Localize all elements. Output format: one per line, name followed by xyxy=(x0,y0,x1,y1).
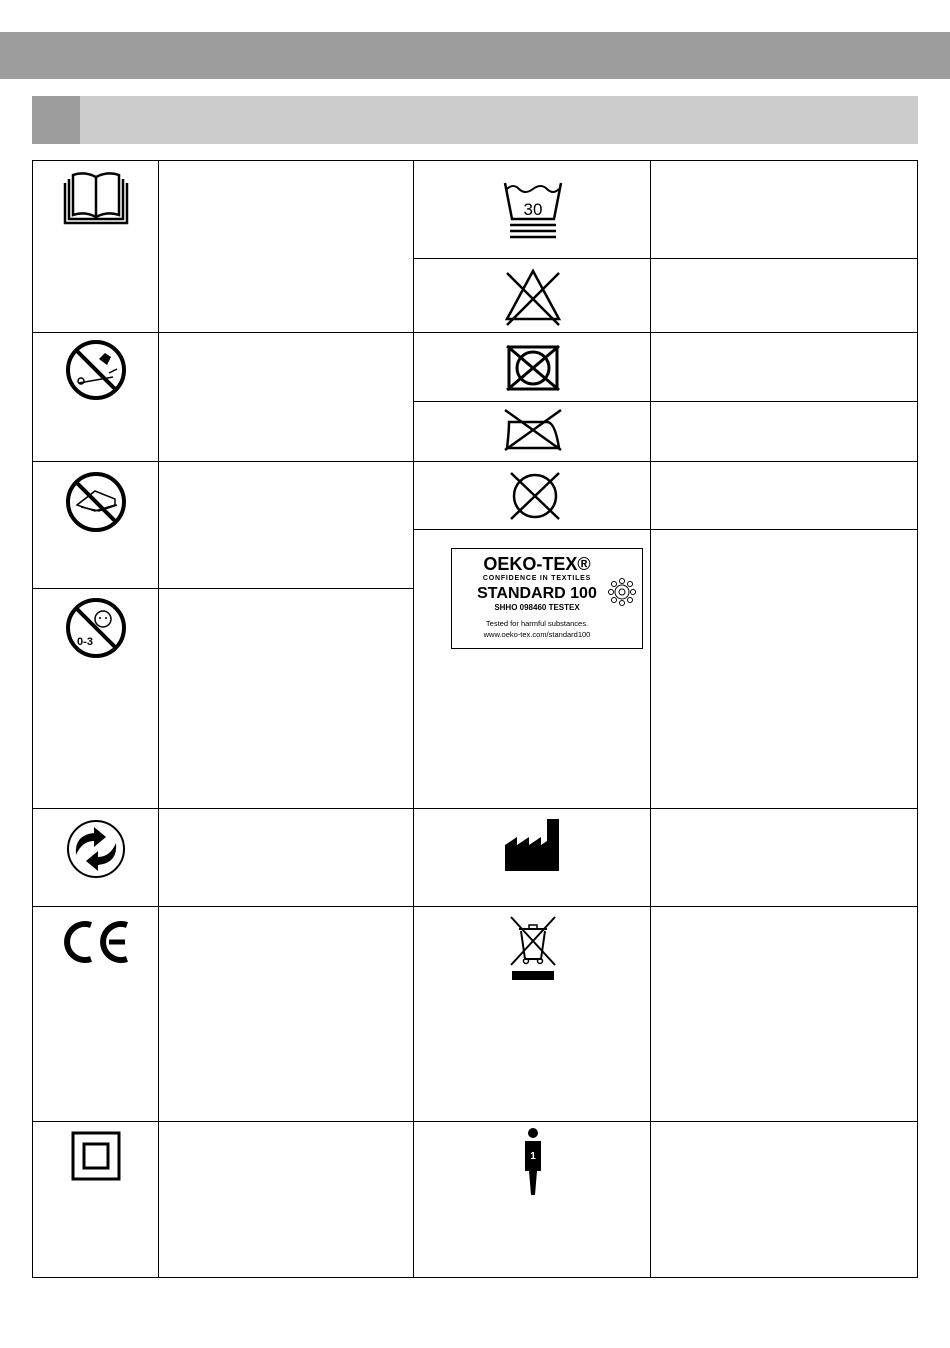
protection-class-2-icon xyxy=(71,1131,121,1181)
wash-temperature-label: 30 xyxy=(523,200,543,219)
wash-30-icon xyxy=(503,179,563,239)
grid-line xyxy=(650,161,651,1277)
grid-line xyxy=(414,529,917,530)
grid-line xyxy=(414,401,917,402)
grid-line xyxy=(158,161,159,1277)
grid-line xyxy=(414,258,917,259)
grid-line xyxy=(33,808,917,809)
oeko-tex-label xyxy=(451,548,643,649)
green-dot-icon xyxy=(66,819,126,879)
no-tumble-dry-icon xyxy=(505,344,561,392)
single-user-label: 1 xyxy=(530,1151,536,1162)
top-header-bar xyxy=(0,32,950,79)
oeko-tex-certificate: SHHO 098460 TESTEX xyxy=(494,603,580,612)
section-header-bar xyxy=(32,96,918,144)
no-folding-icon xyxy=(65,471,127,533)
oeko-tex-url: www.oeko-tex.com/standard100 xyxy=(483,630,591,639)
grid-line xyxy=(33,588,414,589)
grid-line xyxy=(33,461,917,462)
no-sharp-objects-icon xyxy=(65,339,127,401)
grid-line xyxy=(413,161,414,1277)
no-dry-clean-icon xyxy=(508,471,562,521)
oeko-tex-tested: Tested for harmful substances. xyxy=(485,619,589,628)
single-user-icon xyxy=(521,1127,545,1197)
oeko-tex-brand: OEKO-TEX® xyxy=(483,554,591,574)
section-marker xyxy=(32,96,80,144)
age-label: 0-3 xyxy=(77,636,93,648)
weee-bin-icon xyxy=(509,915,557,981)
oeko-tex-tagline: CONFIDENCE IN TEXTILES xyxy=(482,575,592,582)
grid-line xyxy=(33,332,917,333)
symbol-table xyxy=(32,160,918,1278)
no-iron-icon xyxy=(503,408,563,452)
no-bleach-icon xyxy=(503,267,563,327)
grid-line xyxy=(33,1121,917,1122)
read-manual-icon xyxy=(63,171,129,227)
manufacturer-icon xyxy=(503,817,561,873)
oeko-tex-standard: STANDARD 100 xyxy=(477,585,597,602)
not-for-infants-icon xyxy=(65,597,127,659)
grid-line xyxy=(33,906,917,907)
ce-mark-icon xyxy=(61,919,133,965)
